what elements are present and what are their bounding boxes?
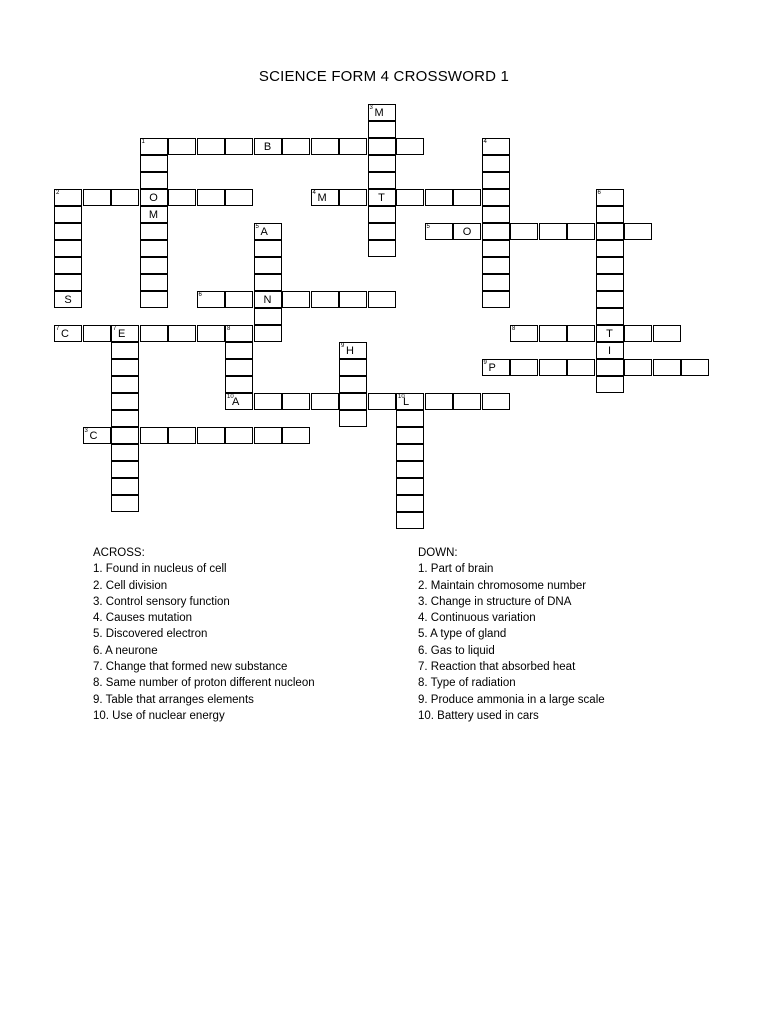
crossword-cell[interactable] <box>339 410 367 427</box>
crossword-cell[interactable] <box>197 138 225 155</box>
cell-letter: L <box>403 396 410 408</box>
crossword-cell[interactable] <box>396 138 424 155</box>
cell-letter: C <box>61 328 69 340</box>
crossword-cell[interactable] <box>653 325 681 342</box>
crossword-cell[interactable] <box>482 189 510 206</box>
clue-number: 4 <box>312 190 316 196</box>
crossword-cell[interactable] <box>197 325 225 342</box>
crossword-cell[interactable] <box>653 359 681 376</box>
across-clue: 1. Found in nucleus of cell <box>93 563 227 576</box>
cell-letter: S <box>64 294 72 306</box>
crossword-cell[interactable] <box>339 393 367 410</box>
crossword-cell[interactable] <box>596 359 624 376</box>
clue-number: 9 <box>341 343 345 349</box>
cell-letter: C <box>89 430 98 442</box>
cell-letter: E <box>118 328 126 340</box>
down-clue: 6. Gas to liquid <box>418 644 495 657</box>
crossword-cell[interactable] <box>254 325 282 342</box>
crossword-cell[interactable] <box>254 240 282 257</box>
crossword-cell[interactable] <box>254 427 282 444</box>
crossword-cell[interactable] <box>482 240 510 257</box>
clue-number: 3 <box>84 428 88 434</box>
crossword-cell[interactable] <box>168 138 196 155</box>
crossword-cell[interactable] <box>339 189 367 206</box>
clue-number: 2 <box>56 190 60 196</box>
cell-letter: H <box>346 345 354 357</box>
crossword-cell[interactable] <box>482 359 510 376</box>
across-clue: 2. Cell division <box>93 579 168 592</box>
crossword-cell[interactable] <box>482 138 510 155</box>
clue-number: 7 <box>113 326 117 332</box>
crossword-cell[interactable] <box>197 189 225 206</box>
across-clue: 4. Causes mutation <box>93 612 193 625</box>
cell-letter: M <box>317 192 327 204</box>
crossword-cell[interactable] <box>225 291 253 308</box>
crossword-cell[interactable] <box>567 359 595 376</box>
clue-number: 6 <box>198 292 202 298</box>
crossword-cell[interactable] <box>225 359 253 376</box>
crossword-cell[interactable] <box>140 240 168 257</box>
crossword-cell[interactable] <box>111 393 139 410</box>
crossword-cell[interactable] <box>482 257 510 274</box>
crossword-cell[interactable] <box>596 342 624 359</box>
crossword-cell[interactable] <box>197 427 225 444</box>
crossword-cell[interactable] <box>111 189 139 206</box>
crossword-cell[interactable] <box>368 189 396 206</box>
crossword-cell[interactable] <box>624 223 652 240</box>
crossword-cell[interactable] <box>596 189 624 206</box>
crossword-cell[interactable] <box>510 325 538 342</box>
clue-number: 7 <box>56 326 60 332</box>
crossword-cell[interactable] <box>54 223 82 240</box>
clue-number: 5 <box>426 224 430 230</box>
crossword-cell[interactable] <box>225 138 253 155</box>
crossword-cell[interactable] <box>54 325 82 342</box>
crossword-cell[interactable] <box>396 410 424 427</box>
crossword-cell[interactable] <box>596 308 624 325</box>
clue-number: 3 <box>369 105 373 111</box>
crossword-cell[interactable] <box>368 291 396 308</box>
crossword-cell[interactable] <box>596 325 624 342</box>
down-clue: 7. Reaction that absorbed heat <box>418 661 576 674</box>
crossword-cell[interactable] <box>624 359 652 376</box>
crossword-cell[interactable] <box>168 427 196 444</box>
cell-letter: T <box>606 328 613 340</box>
crossword-cell[interactable] <box>567 325 595 342</box>
down-clue: 2. Maintain chromosome number <box>418 579 587 592</box>
crossword-cell[interactable] <box>140 257 168 274</box>
crossword-cell[interactable] <box>168 325 196 342</box>
crossword-cell[interactable] <box>311 291 339 308</box>
crossword-cell[interactable] <box>368 240 396 257</box>
crossword-cell[interactable] <box>111 478 139 495</box>
page-title: SCIENCE FORM 4 CROSSWORD 1 <box>258 68 510 85</box>
crossword-cell[interactable] <box>368 223 396 240</box>
down-clue: 10. Battery used in cars <box>418 709 539 722</box>
crossword-cell[interactable] <box>111 342 139 359</box>
crossword-cell[interactable] <box>368 138 396 155</box>
clue-number: 8 <box>227 326 231 332</box>
crossword-cell[interactable] <box>539 223 567 240</box>
crossword-cell[interactable] <box>282 291 310 308</box>
crossword-cell[interactable] <box>254 138 282 155</box>
crossword-cell[interactable] <box>510 223 538 240</box>
crossword-cell[interactable] <box>254 291 282 308</box>
crossword-cell[interactable] <box>140 189 168 206</box>
clue-number: 9 <box>483 360 487 366</box>
cell-letter: N <box>263 294 272 306</box>
down-heading: DOWN: <box>418 547 458 559</box>
cell-letter: M <box>374 107 384 119</box>
crossword-cell[interactable] <box>453 393 481 410</box>
crossword-cell[interactable] <box>83 325 111 342</box>
crossword-cell[interactable] <box>311 393 339 410</box>
down-clue: 3. Change in structure of DNA <box>418 595 572 608</box>
crossword-cell[interactable] <box>225 342 253 359</box>
across-clue: 7. Change that formed new substance <box>93 661 288 674</box>
crossword-cell[interactable] <box>396 495 424 512</box>
crossword-cell[interactable] <box>54 189 82 206</box>
crossword-cell[interactable] <box>482 206 510 223</box>
crossword-cell[interactable] <box>339 359 367 376</box>
crossword-cell[interactable] <box>596 291 624 308</box>
crossword-cell[interactable] <box>254 393 282 410</box>
across-heading: ACROSS: <box>93 547 145 559</box>
cell-letter: A <box>232 396 240 408</box>
crossword-cell[interactable] <box>111 359 139 376</box>
crossword-cell[interactable] <box>197 291 225 308</box>
down-clue: 8. Type of radiation <box>418 677 516 690</box>
clue-number: 10 <box>227 394 234 400</box>
crossword-cell[interactable] <box>596 206 624 223</box>
clue-number: 8 <box>512 326 516 332</box>
crossword-cell[interactable] <box>254 223 282 240</box>
crossword-cell[interactable] <box>425 393 453 410</box>
crossword-cell[interactable] <box>311 138 339 155</box>
crossword-cell[interactable] <box>54 257 82 274</box>
crossword-cell[interactable] <box>596 274 624 291</box>
crossword-cell[interactable] <box>482 172 510 189</box>
crossword-cell[interactable] <box>54 206 82 223</box>
crossword-cell[interactable] <box>282 393 310 410</box>
crossword-cell[interactable] <box>425 223 453 240</box>
crossword-cell[interactable] <box>596 223 624 240</box>
crossword-cell[interactable] <box>282 427 310 444</box>
crossword-cell[interactable] <box>140 274 168 291</box>
crossword-cell[interactable] <box>140 223 168 240</box>
cell-letter: I <box>607 345 612 357</box>
crossword-cell[interactable] <box>254 308 282 325</box>
crossword-cell[interactable] <box>539 359 567 376</box>
crossword-cell[interactable] <box>396 478 424 495</box>
crossword-cell[interactable] <box>339 291 367 308</box>
crossword-cell[interactable] <box>624 325 652 342</box>
crossword-cell[interactable] <box>510 359 538 376</box>
crossword-cell[interactable] <box>482 291 510 308</box>
down-clue: 9. Produce ammonia in a large scale <box>418 693 605 706</box>
across-clue: 3. Control sensory function <box>93 595 230 608</box>
across-clue: 8. Same number of proton different nucleon <box>93 677 315 690</box>
crossword-cell[interactable] <box>368 121 396 138</box>
crossword-cell[interactable] <box>282 138 310 155</box>
crossword-cell[interactable] <box>111 376 139 393</box>
crossword-cell[interactable] <box>396 427 424 444</box>
crossword-cell[interactable] <box>539 325 567 342</box>
crossword-cell[interactable] <box>339 376 367 393</box>
across-clue: 6. A neurone <box>93 644 158 657</box>
across-clues <box>93 545 393 724</box>
down-clues <box>418 545 718 724</box>
crossword-cell[interactable] <box>225 393 253 410</box>
crossword-cell[interactable] <box>368 206 396 223</box>
crossword-cell[interactable] <box>140 206 168 223</box>
crossword-cell[interactable] <box>567 223 595 240</box>
crossword-cell[interactable] <box>339 138 367 155</box>
crossword-cell[interactable] <box>140 172 168 189</box>
crossword-cell[interactable] <box>482 274 510 291</box>
crossword-cell[interactable] <box>368 393 396 410</box>
cell-letter: P <box>488 362 496 374</box>
crossword-cell[interactable] <box>140 291 168 308</box>
crossword-cell[interactable] <box>254 257 282 274</box>
crossword-cell[interactable] <box>482 223 510 240</box>
cell-letter: O <box>149 192 158 204</box>
crossword-cell[interactable] <box>396 444 424 461</box>
crossword-cell[interactable] <box>225 325 253 342</box>
crossword-cell[interactable] <box>396 512 424 529</box>
crossword-cell[interactable] <box>396 189 424 206</box>
crossword-cell[interactable] <box>681 359 709 376</box>
crossword-cell[interactable] <box>396 461 424 478</box>
clue-number: 1 <box>141 139 145 145</box>
down-clue: 5. A type of gland <box>418 628 507 641</box>
crossword-cell[interactable] <box>54 274 82 291</box>
crossword-cell[interactable] <box>225 376 253 393</box>
crossword-cell[interactable] <box>339 342 367 359</box>
crossword-cell[interactable] <box>453 189 481 206</box>
crossword-cell[interactable] <box>140 325 168 342</box>
crossword-cell[interactable] <box>83 189 111 206</box>
across-clue: 10. Use of nuclear energy <box>93 709 225 722</box>
crossword-cell[interactable] <box>111 461 139 478</box>
cell-letter: A <box>260 226 268 238</box>
crossword-cell[interactable] <box>311 189 339 206</box>
cell-letter: M <box>148 209 159 221</box>
crossword-cell[interactable] <box>482 155 510 172</box>
crossword-cell[interactable] <box>425 189 453 206</box>
crossword-cell[interactable] <box>596 240 624 257</box>
crossword-cell[interactable] <box>254 274 282 291</box>
cell-letter: O <box>462 226 472 238</box>
clue-number: 10 <box>398 394 405 400</box>
crossword-cell[interactable] <box>111 410 139 427</box>
crossword-cell[interactable] <box>111 427 139 444</box>
crossword-cell[interactable] <box>596 257 624 274</box>
crossword-cell[interactable] <box>482 393 510 410</box>
crossword-cell[interactable] <box>54 240 82 257</box>
crossword-cell[interactable] <box>111 495 139 512</box>
crossword-cell[interactable] <box>225 189 253 206</box>
clue-number: 4 <box>483 139 487 145</box>
crossword-cell[interactable] <box>368 104 396 121</box>
down-clue: 1. Part of brain <box>418 563 494 576</box>
crossword-cell[interactable] <box>140 155 168 172</box>
cell-letter: T <box>378 192 385 204</box>
crossword-cell[interactable] <box>596 376 624 393</box>
down-clue: 4. Continuous variation <box>418 612 536 625</box>
across-clue: 9. Table that arranges elements <box>93 693 254 706</box>
clue-number: 6 <box>597 190 601 196</box>
crossword-cell[interactable] <box>140 138 168 155</box>
crossword-cell[interactable] <box>368 172 396 189</box>
crossword-cell[interactable] <box>111 444 139 461</box>
crossword-cell[interactable] <box>396 393 424 410</box>
crossword-cell[interactable] <box>111 325 139 342</box>
crossword-cell[interactable] <box>368 155 396 172</box>
clue-number: 5 <box>255 224 259 230</box>
crossword-cell[interactable] <box>453 223 481 240</box>
cell-letter: B <box>263 141 272 153</box>
crossword-cell[interactable] <box>168 189 196 206</box>
crossword-cell[interactable] <box>140 427 168 444</box>
crossword-cell[interactable] <box>225 427 253 444</box>
crossword-cell[interactable] <box>83 427 111 444</box>
across-clue: 5. Discovered electron <box>93 628 208 641</box>
crossword-cell[interactable] <box>54 291 82 308</box>
